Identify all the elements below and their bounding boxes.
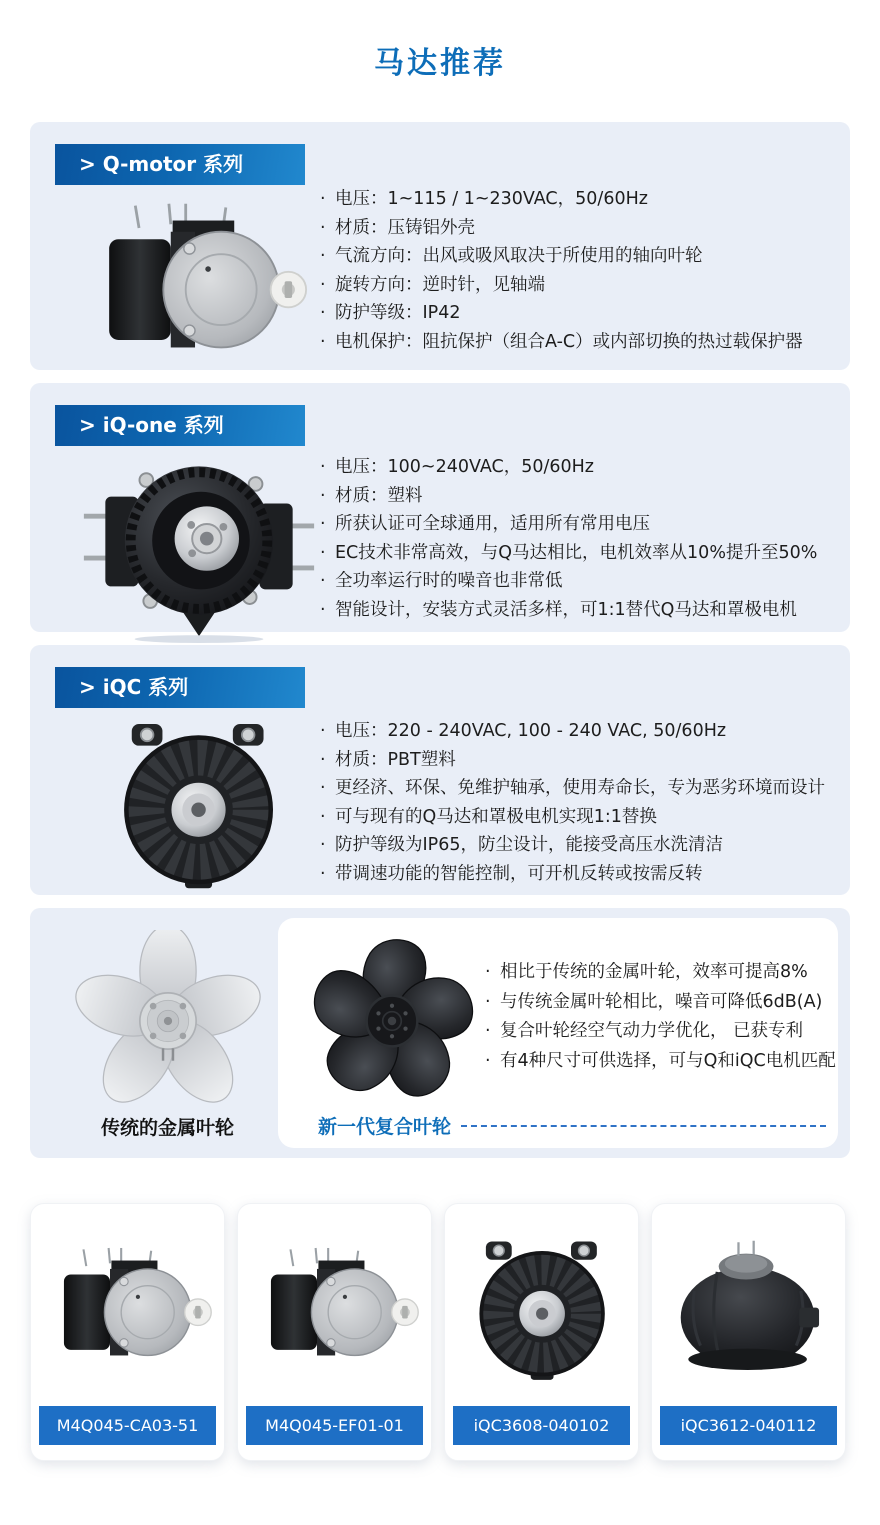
dashed-divider — [461, 1125, 826, 1127]
spec-item: · 气流方向：出风或吸风取决于所使用的轴向叶轮 — [318, 242, 803, 271]
product-card[interactable] — [444, 1203, 639, 1461]
product-card-row — [30, 1203, 846, 1461]
iqc-section — [30, 645, 850, 895]
composite-impeller-card — [278, 918, 838, 1148]
iqc-series-header[interactable]: > iQC 系列 — [55, 667, 305, 708]
impeller-comparison-section — [30, 908, 850, 1158]
spec-item: · 电压：1~115 / 1~230VAC，50/60Hz — [318, 185, 803, 214]
q-motor-spec-list — [318, 185, 803, 357]
spec-item: · 材质：压铸铝外壳 — [318, 214, 803, 243]
q-motor-image — [78, 200, 313, 368]
iqc-front-image — [457, 1220, 628, 1396]
spec-item: · 更经济、环保、免维护轴承，使用寿命长，专为恶劣环境而设计 — [318, 774, 825, 803]
benefit-item: · 复合叶轮经空气动力学优化， 已获专利 — [483, 1017, 836, 1047]
q-motor-side-image — [43, 1220, 214, 1396]
spec-item: · 所获认证可全球通用，适用所有常用电压 — [318, 510, 817, 539]
iqc-spec-list — [318, 717, 825, 889]
product-card[interactable] — [237, 1203, 432, 1461]
spec-item: · 材质：PBT塑料 — [318, 746, 825, 775]
spec-item: · 电机保护：阻抗保护（组合A-C）或内部切换的热过载保护器 — [318, 328, 803, 357]
iq-one-motor-image — [75, 443, 323, 643]
spec-item: · 电压：220 - 240VAC, 100 - 240 VAC, 50/60Hz — [318, 717, 825, 746]
model-button[interactable]: iQC3608-040102 — [453, 1406, 630, 1445]
model-button[interactable]: M4Q045-EF01-01 — [246, 1406, 423, 1445]
metal-impeller-image — [68, 930, 268, 1112]
spec-item: · 材质：塑料 — [318, 482, 817, 511]
model-button[interactable]: M4Q045-CA03-51 — [39, 1406, 216, 1445]
new-impeller-label: 新一代复合叶轮 — [318, 1116, 452, 1138]
spec-item: · 电压：100~240VAC，50/60Hz — [318, 453, 817, 482]
iq-one-series-header[interactable]: > iQ-one 系列 — [55, 405, 305, 446]
spec-item: · 旋转方向：逆时针，见轴端 — [318, 271, 803, 300]
new-impeller-label-row — [318, 1112, 826, 1139]
product-card[interactable] — [30, 1203, 225, 1461]
iq-one-section — [30, 383, 850, 632]
spec-item: · 可与现有的Q马达和罩极电机实现1:1替换 — [318, 803, 825, 832]
traditional-impeller-label: 传统的金属叶轮 — [100, 1117, 234, 1139]
spec-item: · 带调速功能的智能控制，可开机反转或按需反转 — [318, 860, 825, 889]
impeller-benefit-list — [483, 958, 836, 1076]
q-motor-section — [30, 122, 850, 370]
spec-item: · 全功率运行时的噪音也非常低 — [318, 567, 817, 596]
page-title: 马达推荐 — [374, 46, 506, 81]
spec-item: · EC技术非常高效，与Q马达相比，电机效率从10%提升至50% — [318, 539, 817, 568]
composite-impeller-image — [294, 928, 490, 1114]
spec-item: · 防护等级：IP42 — [318, 299, 803, 328]
spec-item: · 防护等级为IP65，防尘设计，能接受高压水洗清洁 — [318, 831, 825, 860]
benefit-item: · 有4种尺寸可供选择，可与Q和iQC电机匹配 — [483, 1047, 836, 1077]
model-button[interactable]: iQC3612-040112 — [660, 1406, 837, 1445]
benefit-item: · 与传统金属叶轮相比，噪音可降低6dB(A) — [483, 988, 836, 1018]
iq-one-spec-list — [318, 453, 817, 625]
q-motor-side-image — [250, 1220, 421, 1396]
iqc-dome-image — [664, 1220, 835, 1396]
benefit-item: · 相比于传统的金属叶轮，效率可提高8% — [483, 958, 836, 988]
iqc-motor-image — [88, 715, 310, 891]
q-motor-series-header[interactable]: > Q-motor 系列 — [55, 144, 305, 185]
spec-item: · 智能设计，安装方式灵活多样，可1:1替代Q马达和罩极电机 — [318, 596, 817, 625]
product-card[interactable] — [651, 1203, 846, 1461]
